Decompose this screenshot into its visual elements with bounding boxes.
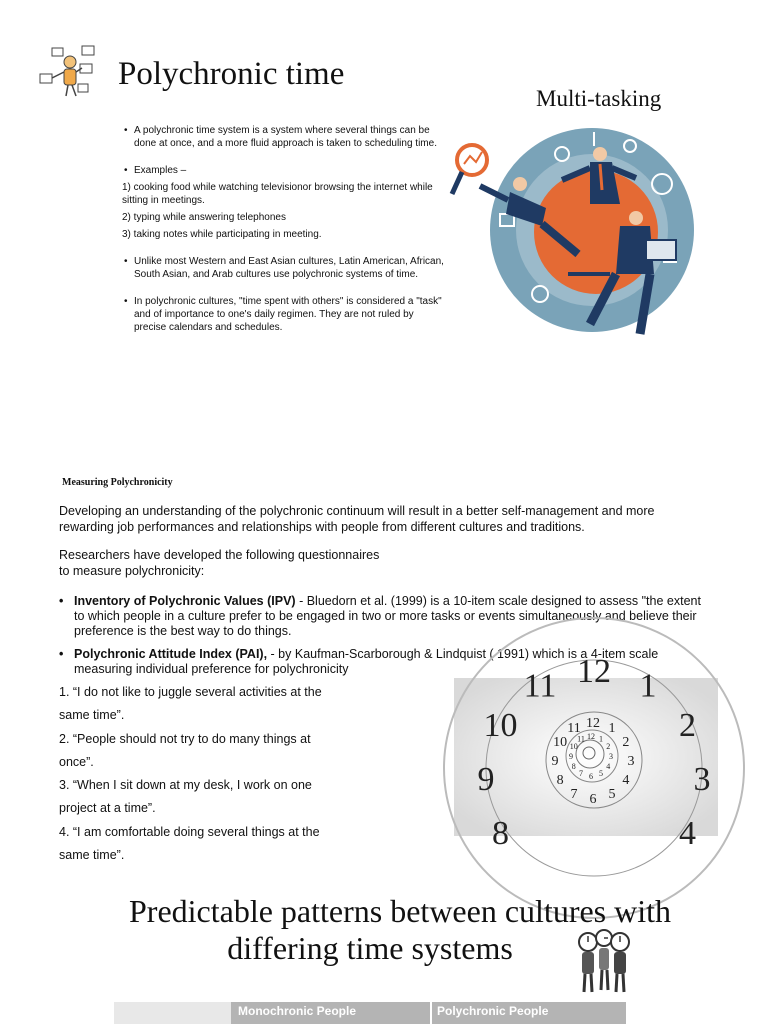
clock-numeral: 12: [587, 731, 595, 741]
clock-numeral: 2: [679, 706, 696, 744]
clock-numeral: 10: [553, 734, 568, 750]
ipv-name: Inventory of Polychronic Values (IPV): [74, 594, 296, 608]
list-item: same time”.: [59, 708, 125, 723]
clock-numeral: 4: [679, 814, 696, 852]
clock-numeral: 8: [556, 772, 564, 788]
clock-numeral: 4: [606, 761, 611, 771]
table-header-monochronic: Monochronic People: [238, 1004, 357, 1018]
clock-numeral: 6: [589, 791, 597, 807]
clock-numeral: 11: [577, 734, 585, 744]
patterns-title-line-2: differing time systems: [227, 930, 513, 966]
clock-numeral: 9: [551, 753, 559, 769]
pai-name: Polychronic Attitude Index (PAI),: [74, 647, 268, 661]
clock-numeral: 2: [622, 734, 630, 750]
ipv-description: - Bluedorn et al. (1999) is a 10-item scale designed to assess "the extent to which people in a culture prefer to be engaged in two or more tasks or events simultaneously and believe their preference is the best way to do things.: [74, 594, 701, 638]
example-2: 2) typing while answering telephones: [122, 212, 286, 223]
list-item: 1. “I do not like to juggle several activities at the: [59, 685, 322, 699]
list-item: same time”.: [59, 848, 125, 863]
clock-numeral: 12: [586, 715, 600, 731]
bullet-cultures: • Unlike most Western and East Asian cultures, Latin American, African, South Asian, and Arab cultures use polychronic systems of time.: [124, 255, 446, 281]
pai-description: - by Kaufman-Scarborough & Lindquist ( 1991) which is a 4-item scale measuring individual preference for polychronicity: [74, 647, 659, 676]
paragraph-understanding: Developing an understanding of the polychronic continuum will result in a better self-management and more rewarding job performances and relationships with people from different cultures and traditions.: [59, 504, 655, 534]
comparison-table-header: [114, 1002, 626, 1024]
clock-numeral: 7: [579, 769, 583, 779]
intro-bullets: [124, 124, 446, 334]
clock-numeral: 11: [567, 721, 581, 736]
page-title: Polychronic time: [118, 56, 345, 92]
clock-numeral: 9: [477, 760, 495, 798]
clock-numeral: 3: [627, 753, 635, 769]
pai-items-list: [59, 681, 339, 867]
researchers-line-1: Researchers have developed the following questionnaires: [59, 548, 380, 562]
clock-numeral: 10: [569, 741, 578, 751]
list-item: 2. “People should not try to do many things at: [59, 731, 311, 746]
clock-numeral: 12: [577, 652, 611, 690]
list-item: once”.: [59, 754, 94, 769]
paragraph-researchers: [59, 547, 709, 579]
list-item: 4. “I am comfortable doing several things at the: [59, 824, 320, 839]
businessmen-illustration: [450, 124, 700, 342]
subtitle: Multi-tasking: [536, 86, 662, 111]
clock-numeral: 11: [523, 667, 557, 705]
clock-numeral: 10: [483, 706, 518, 744]
clock-numeral: 3: [609, 751, 613, 761]
list-item: project at a time”.: [59, 801, 156, 816]
clock-numeral: 9: [569, 751, 573, 761]
table-header-polychronic: Polychronic People: [437, 1004, 549, 1018]
bullet-definition: • A polychronic time system is a system where several things can be done at once, and a more fluid approach is taken to scheduling time.: [124, 124, 446, 150]
people-clocks-icon: [574, 930, 632, 996]
section-heading-measuring: Measuring Polychronicity: [62, 477, 173, 488]
clock-numeral: 8: [492, 814, 509, 852]
clock-numeral: 8: [571, 761, 576, 771]
multitask-figure-icon: [38, 44, 98, 98]
clock-numeral: 4: [622, 772, 630, 788]
bullet-examples: • Examples –: [124, 164, 446, 177]
spiral-clock-image: [454, 652, 718, 852]
table-corner-cell: [114, 1002, 231, 1024]
clock-numeral: 6: [589, 771, 593, 781]
section-title-patterns: [60, 893, 740, 967]
list-item: 3. “When I sit down at my desk, I work on one: [59, 778, 312, 793]
table-column-divider: [430, 1002, 432, 1024]
clock-numeral: 7: [570, 786, 578, 802]
example-3: 3) taking notes while participating in meeting.: [122, 229, 322, 240]
researchers-line-2: to measure polychronicity:: [59, 564, 205, 578]
clock-numeral: 5: [608, 786, 616, 802]
clock-numeral: 1: [599, 734, 603, 744]
clock-numeral: 1: [608, 721, 616, 736]
clock-numeral: 3: [693, 760, 711, 798]
example-1: 1) cooking food while watching televisionor browsing the internet while sitting in meetings.: [122, 182, 433, 206]
clock-numeral: 2: [606, 741, 611, 751]
patterns-title-line-1: Predictable patterns between cultures with: [128, 893, 672, 929]
clock-numeral: 1: [639, 667, 657, 705]
bullet-time-with-others: • In polychronic cultures, "time spent with others" is considered a "task" and of importance to one's daily regimen. They are not ruled by precise calendars and schedules.: [124, 295, 446, 334]
clock-numeral: 5: [599, 769, 603, 779]
bullet-ipv: [59, 594, 714, 639]
